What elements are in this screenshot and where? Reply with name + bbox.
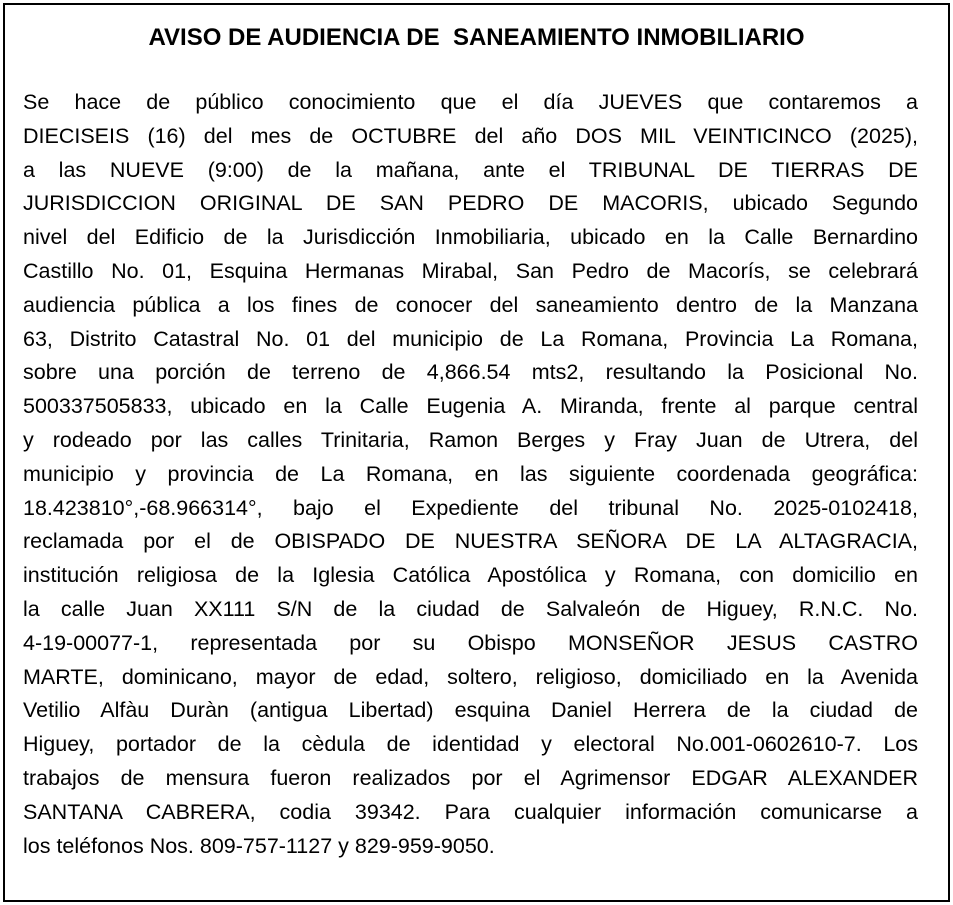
body-line: Higuey, portador de la cèdula de identidad y electoral No.001-0602610-7. Los	[23, 732, 918, 757]
body-line: Castillo No. 01, Esquina Hermanas Mirabal, San Pedro de Macorís, se celebrará	[23, 258, 918, 283]
body-line: municipio y provincia de La Romana, en las siguiente coordenada geográfica:	[23, 461, 918, 486]
notice-title: AVISO DE AUDIENCIA DE SANEAMIENTO INMOBILIARIO	[148, 24, 805, 51]
body-line: 63, Distrito Catastral No. 01 del municipio de La Romana, Provincia La Romana,	[23, 326, 918, 351]
body-line: a las NUEVE (9:00) de la mañana, ante el TRIBUNAL DE TIERRAS DE	[23, 157, 918, 182]
body-line: los teléfonos Nos. 809-757-1127 y 829-959-9050.	[23, 833, 495, 858]
notice-body	[23, 86, 918, 863]
body-line: trabajos de mensura fueron realizados por el Agrimensor EDGAR ALEXANDER	[23, 765, 918, 790]
body-line: institución religiosa de la Iglesia Católica Apostólica y Romana, con domicilio en	[23, 563, 918, 588]
body-line: MARTE, dominicano, mayor de edad, soltero, religioso, domiciliado en la Avenida	[23, 664, 918, 689]
body-line: DIECISEIS (16) del mes de OCTUBRE del año DOS MIL VEINTICINCO (2025),	[23, 123, 918, 148]
body-line: reclamada por el de OBISPADO DE NUESTRA SEÑORA DE LA ALTAGRACIA,	[23, 529, 918, 554]
body-line: JURISDICCION ORIGINAL DE SAN PEDRO DE MACORIS, ubicado Segundo	[23, 191, 918, 216]
body-line: audiencia pública a los fines de conocer del saneamiento dentro de la Manzana	[23, 292, 918, 317]
body-line: 4-19-00077-1, representada por su Obispo MONSEÑOR JESUS CASTRO	[23, 630, 918, 655]
body-line: nivel del Edificio de la Jurisdicción Inmobiliaria, ubicado en la Calle Bernardino	[23, 225, 918, 250]
body-line: SANTANA CABRERA, codia 39342. Para cualquier información comunicarse a	[23, 799, 918, 824]
body-line: sobre una porción de terreno de 4,866.54 mts2, resultando la Posicional No.	[23, 360, 918, 385]
body-line: 18.423810°,-68.966314°, bajo el Expediente del tribunal No. 2025-0102418,	[23, 495, 918, 520]
body-line: la calle Juan XX111 S/N de la ciudad de Salvaleón de Higuey, R.N.C. No.	[23, 596, 918, 621]
body-line: Vetilio Alfàu Duràn (antigua Libertad) esquina Daniel Herrera de la ciudad de	[23, 698, 918, 723]
body-line: 500337505833, ubicado en la Calle Eugenia A. Miranda, frente al parque central	[23, 394, 918, 419]
body-line: Se hace de público conocimiento que el día JUEVES que contaremos a	[23, 90, 918, 114]
body-line: y rodeado por las calles Trinitaria, Ramon Berges y Fray Juan de Utrera, del	[23, 427, 918, 452]
